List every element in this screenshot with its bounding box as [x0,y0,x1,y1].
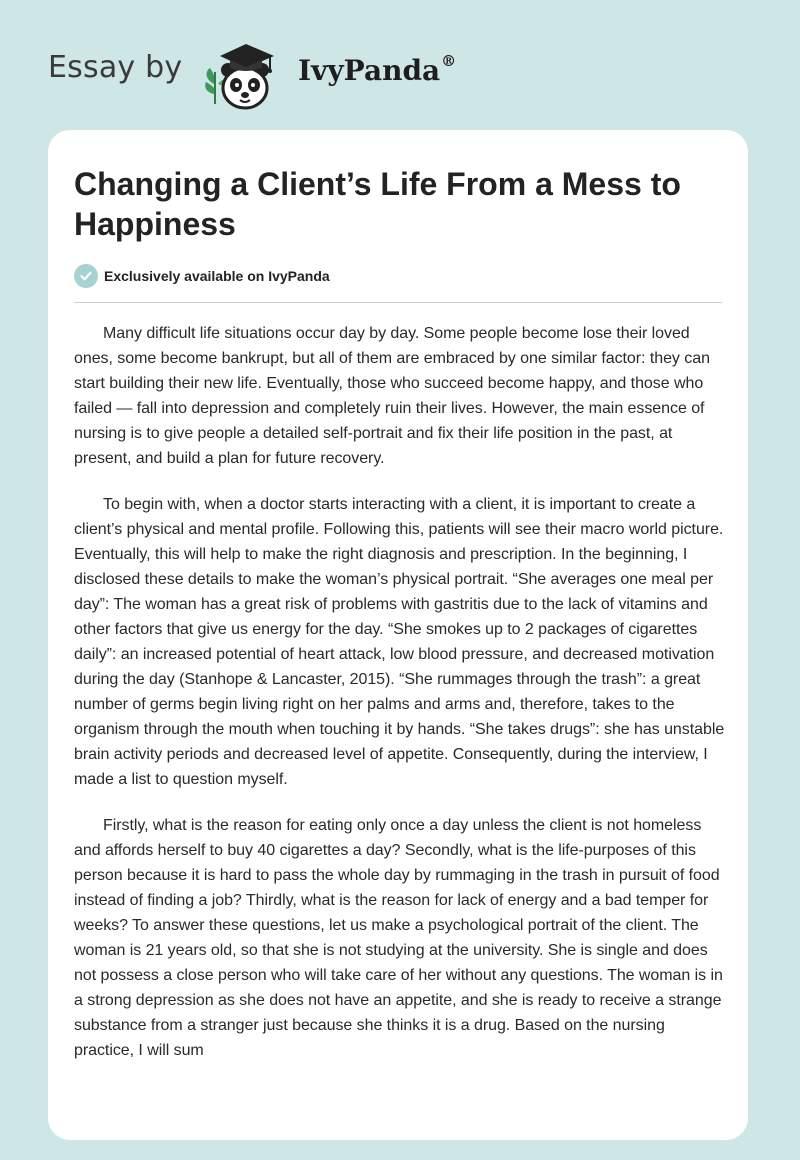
exclusive-badge [74,264,330,288]
paragraph: To begin with, when a doctor starts interacting with a client, it is important to create a client’s physical and mental profile. Following this, patients will see their macro world picture. Eventually, this will help to make the right diagnosis and prescription. In the beginning, I disclosed these details to make the woman’s physical portrait. “She averages one meal per day”: The woman has a great risk of problems with gastritis due to the lack of vitamins and other factors that give us energy for the day. “She smokes up to 2 packages of cigarettes daily”: an increased potential of heart attack, low blood pressure, and decreased motivation during the day (Stanhope & Lancaster, 2015). “She rummages through the trash”: a great number of germs begin living right on her palms and arms and, therefore, takes to the organism through the mouth when touching it by hands. “She takes drugs”: she has unstable brain activity periods and decreased level of appetite. Consequently, during the interview, I made a list to question myself. [74,496,725,788]
badge-label: Exclusively available on IvyPanda [104,268,330,284]
panda-graduate-icon[interactable] [200,36,292,112]
site-header [0,0,800,120]
registered-mark: ® [441,51,457,70]
page-title: Changing a Client’s Life From a Mess to Happiness [74,166,681,242]
paragraph: Firstly, what is the reason for eating only once a day unless the client is not homeless and affords herself to buy 40 cigarettes a day? Secondly, what is the life-purposes of this person because it is hard to pass the whole day by rummaging in the trash in pursuit of food instead of finding a job? Thirdly, what is the reason for lack of energy and a bad temper for weeks? To answer these questions, let us make a psychological portrait of the client. The woman is 21 years old, so that she is not studying at the university. She is single and does not possess a close person who will take care of her without any questions. The woman is in a strong depression as she does not have an appetite, and she is ready to receive a strange substance from a stranger just because she thinks it is a drug. Based on the nursing practice, I will sum [74,817,723,1059]
divider [74,302,722,303]
essay-by-label: Essay by [48,50,183,85]
brand-text: IvyPanda [298,54,441,87]
paragraph: Many difficult life situations occur day by day. Some people become lose their loved ones, some become bankrupt, but all of them are embraced by one similar factor: they can start building their new life. Eventually, those who succeed become happy, and those who failed — fall into depression and completely ruin their lives. However, the main essence of nursing is to give people a detailed self-portrait and fix their life position in the past, at present, and build a plan for future recovery. [74,325,710,467]
essay-card [48,130,748,1140]
check-circle-icon [74,264,98,288]
brand-name[interactable] [298,51,457,87]
essay-body [74,321,726,1084]
